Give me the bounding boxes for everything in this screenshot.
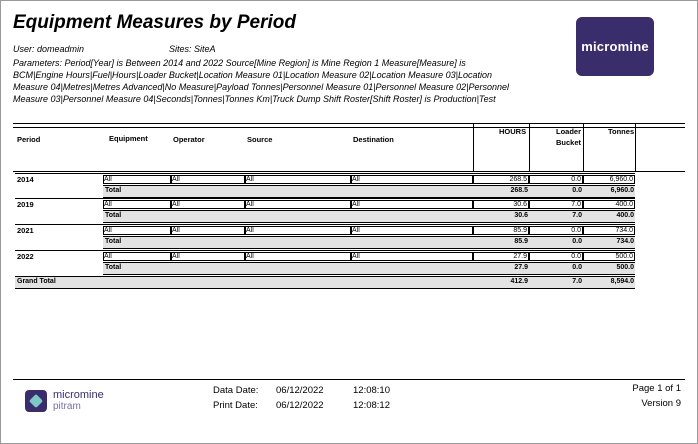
- col-sep-end: [635, 123, 636, 172]
- col-header-source: Source: [247, 135, 273, 144]
- hours-cell: 30.6: [473, 200, 529, 209]
- header-top-rule: [13, 123, 685, 124]
- col-header-equipment: Equipment: [109, 134, 148, 143]
- total-loader: 0.0: [572, 187, 582, 194]
- col-header-destination: Destination: [353, 135, 394, 144]
- grand-total-row: [15, 276, 635, 289]
- equipment-cell: All: [103, 226, 171, 235]
- destination-cell: All: [351, 226, 473, 235]
- hours-cell: 85.9: [473, 226, 529, 235]
- group-rule: [15, 173, 635, 174]
- total-hours: 85.9: [514, 238, 528, 245]
- total-tonnes: 734.0: [616, 238, 634, 245]
- tonnes-cell: 6,960.0: [583, 175, 635, 184]
- period-label: 2022: [17, 252, 34, 261]
- total-tonnes: 400.0: [616, 212, 634, 219]
- total-label: Total: [105, 238, 122, 245]
- user-label: User: domeadmin: [13, 44, 85, 54]
- logo-line-2: pitram: [53, 401, 81, 412]
- total-tonnes: 500.0: [616, 264, 634, 271]
- total-loader: 0.0: [572, 238, 582, 245]
- header-top-rule-2: [13, 127, 685, 128]
- period-group-2014: [15, 173, 635, 197]
- report-title: Equipment Measures by Period: [13, 12, 296, 33]
- col-header-bucket: Bucket: [556, 138, 582, 147]
- loader-cell: 0.0: [529, 252, 583, 261]
- col-header-loader: Loader: [556, 127, 582, 136]
- total-loader: 0.0: [572, 264, 582, 271]
- header-bottom-rule: [13, 171, 685, 172]
- pitram-logo-text: [53, 390, 104, 412]
- equipment-cell: All: [103, 175, 171, 184]
- parameters-text: Parameters: Period[Year] is Between 2014 and 2022 Source[Mine Region] is Mine Region 1 Measure[Measure] is BCM|Engine Hours|Fuel|Hours|Loader Bucket|Location Measure 01|Location Measure 02|Location Measure 03|Location Measure 04|Metres|Metres Advanced|No Measure|Payload Tonnes|Personnel Measure 01|Personnel Measure 02|Personnel Measure 03|Personnel Measure 04|Seconds|Tonnes|Tonnes Km|Truck Dump Shift Roster[Shift Roster] is Production|Test: [13, 58, 509, 105]
- destination-cell: All: [351, 175, 473, 184]
- tonnes-cell: 734.0: [583, 226, 635, 235]
- group-rule: [15, 250, 635, 251]
- source-cell: All: [245, 175, 351, 184]
- grand-total-tonnes: 8,594.0: [610, 278, 634, 285]
- total-row: [103, 185, 635, 198]
- loader-cell: 0.0: [529, 175, 583, 184]
- footer-rule: [13, 379, 685, 380]
- total-row: [103, 262, 635, 275]
- total-label: Total: [105, 264, 122, 271]
- data-time-value: 12:08:10: [353, 385, 390, 396]
- col-header-hours: HOURS: [499, 127, 527, 136]
- pitram-logo-icon: [25, 390, 47, 412]
- total-row: [103, 210, 635, 223]
- destination-cell: All: [351, 252, 473, 261]
- hours-cell: 27.9: [473, 252, 529, 261]
- group-rule: [15, 224, 635, 225]
- period-group-2021: [15, 224, 635, 248]
- data-date-label: Data Date:: [213, 385, 259, 396]
- destination-cell: All: [351, 200, 473, 209]
- tonnes-cell: 500.0: [583, 252, 635, 261]
- page-number: Page 1 of 1: [632, 383, 681, 394]
- period-group-2019: [15, 198, 635, 222]
- loader-cell: 7.0: [529, 200, 583, 209]
- col-header-tonnes: Tonnes: [608, 127, 635, 136]
- period-label: 2014: [17, 175, 34, 184]
- total-row: [103, 236, 635, 249]
- equipment-cell: All: [103, 200, 171, 209]
- print-date-label: Print Date:: [213, 400, 258, 411]
- col-header-operator: Operator: [173, 135, 205, 144]
- operator-cell: All: [171, 175, 245, 184]
- col-header-period: Period: [17, 135, 41, 144]
- tonnes-cell: 400.0: [583, 200, 635, 209]
- period-label: 2019: [17, 200, 34, 209]
- period-group-2022: [15, 250, 635, 274]
- operator-cell: All: [171, 226, 245, 235]
- logo-line-1: micromine: [53, 389, 104, 401]
- grand-total-loader: 7.0: [572, 278, 582, 285]
- print-time-value: 12:08:12: [353, 400, 390, 411]
- source-cell: All: [245, 252, 351, 261]
- grand-total-hours: 412.9: [510, 278, 528, 285]
- group-rule: [15, 198, 635, 199]
- operator-cell: All: [171, 200, 245, 209]
- total-tonnes: 6,960.0: [610, 187, 634, 194]
- total-hours: 27.9: [514, 264, 528, 271]
- source-cell: All: [245, 200, 351, 209]
- col-sep-loader: [529, 123, 530, 172]
- equipment-cell: All: [103, 252, 171, 261]
- version-label: Version 9: [641, 398, 681, 409]
- sites-label: Sites: SiteA: [169, 44, 216, 54]
- loader-cell: 0.0: [529, 226, 583, 235]
- hours-cell: 268.5: [473, 175, 529, 184]
- operator-cell: All: [171, 252, 245, 261]
- data-date-value: 06/12/2022: [276, 385, 324, 396]
- total-loader: 7.0: [572, 212, 582, 219]
- col-sep-hours: [473, 123, 474, 172]
- logo-text: micromine: [581, 39, 649, 54]
- grand-total-label: Grand Total: [17, 278, 56, 285]
- col-sep-tonnes: [583, 123, 584, 172]
- print-date-value: 06/12/2022: [276, 400, 324, 411]
- total-label: Total: [105, 187, 122, 194]
- period-label: 2021: [17, 226, 34, 235]
- source-cell: All: [245, 226, 351, 235]
- total-hours: 30.6: [514, 212, 528, 219]
- total-hours: 268.5: [510, 187, 528, 194]
- total-label: Total: [105, 212, 122, 219]
- micromine-logo: [576, 17, 654, 76]
